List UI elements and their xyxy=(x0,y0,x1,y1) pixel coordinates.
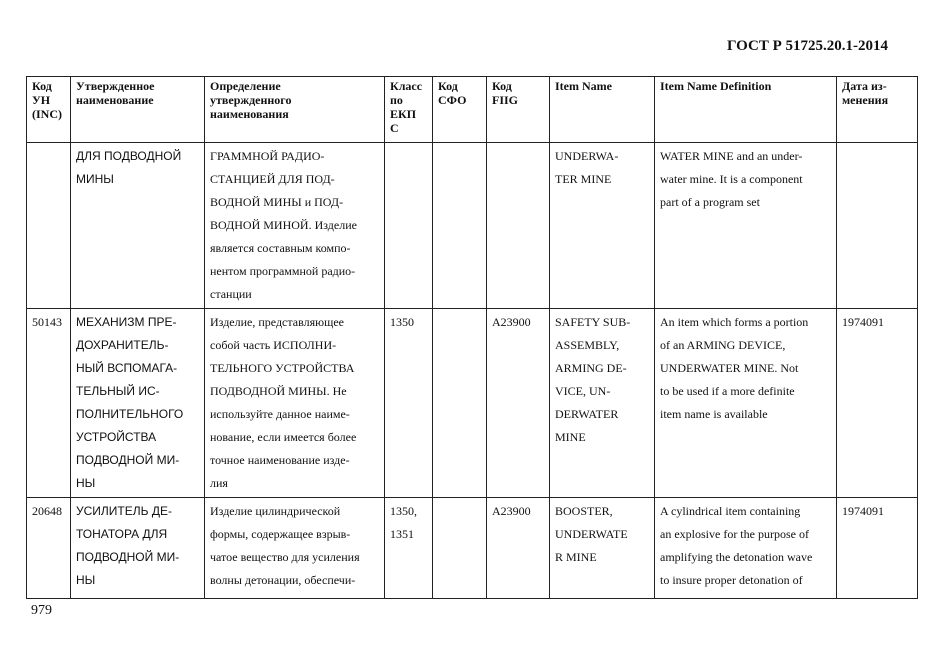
cell-code xyxy=(27,143,71,309)
cell-class: 1350, 1351 xyxy=(385,498,433,599)
col-header-date: Дата из- менения xyxy=(837,77,918,143)
col-header-def-ru: Определение утвержденного наименования xyxy=(205,77,385,143)
cell-class: 1350 xyxy=(385,309,433,498)
cell-def-ru: Изделие цилиндрической формы, содержащее взрыв- чатое вещество для усиления волны детонации, обеспечи- xyxy=(205,498,385,599)
cell-item-name: SAFETY SUB- ASSEMBLY, ARMING DE- VICE, UN- DERWATER MINE xyxy=(550,309,655,498)
table-row xyxy=(27,498,918,599)
cell-def-ru: ГРАММНОЙ РАДИО- СТАНЦИЕЙ ДЛЯ ПОД- ВОДНОЙ МИНЫ и ПОД- ВОДНОЙ МИНОЙ. Изделие является составным компо- нентом программной радио- станции xyxy=(205,143,385,309)
data-table xyxy=(26,76,918,599)
cell-fiig xyxy=(487,143,550,309)
cell-item-name: BOOSTER, UNDERWATE R MINE xyxy=(550,498,655,599)
cell-fiig: A23900 xyxy=(487,309,550,498)
cell-def-ru: Изделие, представляющее собой часть ИСПОЛНИ- ТЕЛЬНОГО УСТРОЙСТВА ПОДВОДНОЙ МИНЫ. Не используйте данное наиме- нование, если имеется более точное наименование изде- лия xyxy=(205,309,385,498)
cell-item-name: UNDERWA- TER MINE xyxy=(550,143,655,309)
col-header-item-def: Item Name Definition xyxy=(655,77,837,143)
table-header-row xyxy=(27,77,918,143)
col-header-item-name: Item Name xyxy=(550,77,655,143)
cell-name-ru: МЕХАНИЗМ ПРЕ- ДОХРАНИТЕЛЬ- НЫЙ ВСПОМАГА- ТЕЛЬНЫЙ ИС- ПОЛНИТЕЛЬНОГО УСТРОЙСТВА ПОДВОДНОЙ МИ- НЫ xyxy=(71,309,205,498)
cell-date: 1974091 xyxy=(837,309,918,498)
cell-name-ru: УСИЛИТЕЛЬ ДЕ- ТОНАТОРА ДЛЯ ПОДВОДНОЙ МИ- НЫ xyxy=(71,498,205,599)
document-id: ГОСТ Р 51725.20.1-2014 xyxy=(726,38,888,54)
cell-class xyxy=(385,143,433,309)
cell-sfo xyxy=(433,309,487,498)
cell-code: 50143 xyxy=(27,309,71,498)
cell-date xyxy=(837,143,918,309)
cell-item-def: An item which forms a portion of an ARMING DEVICE, UNDERWATER MINE. Not to be used if a more definite item name is available xyxy=(655,309,837,498)
table-row xyxy=(27,143,918,309)
cell-fiig: A23900 xyxy=(487,498,550,599)
cell-item-def: A cylindrical item containing an explosive for the purpose of amplifying the detonation wave to insure proper detonation of xyxy=(655,498,837,599)
cell-sfo xyxy=(433,498,487,599)
cell-date: 1974091 xyxy=(837,498,918,599)
table-row xyxy=(27,309,918,498)
cell-code: 20648 xyxy=(27,498,71,599)
page-number: 979 xyxy=(31,603,52,618)
cell-name-ru: ДЛЯ ПОДВОДНОЙ МИНЫ xyxy=(71,143,205,309)
col-header-name-ru: Утвержденное наименование xyxy=(71,77,205,143)
cell-item-def: WATER MINE and an under- water mine. It is a component part of a program set xyxy=(655,143,837,309)
col-header-fiig: Код FIIG xyxy=(487,77,550,143)
cell-sfo xyxy=(433,143,487,309)
col-header-class: Класс по ЕКП С xyxy=(385,77,433,143)
col-header-code: Код УН (INC) xyxy=(27,77,71,143)
col-header-sfo: Код СФО xyxy=(433,77,487,143)
